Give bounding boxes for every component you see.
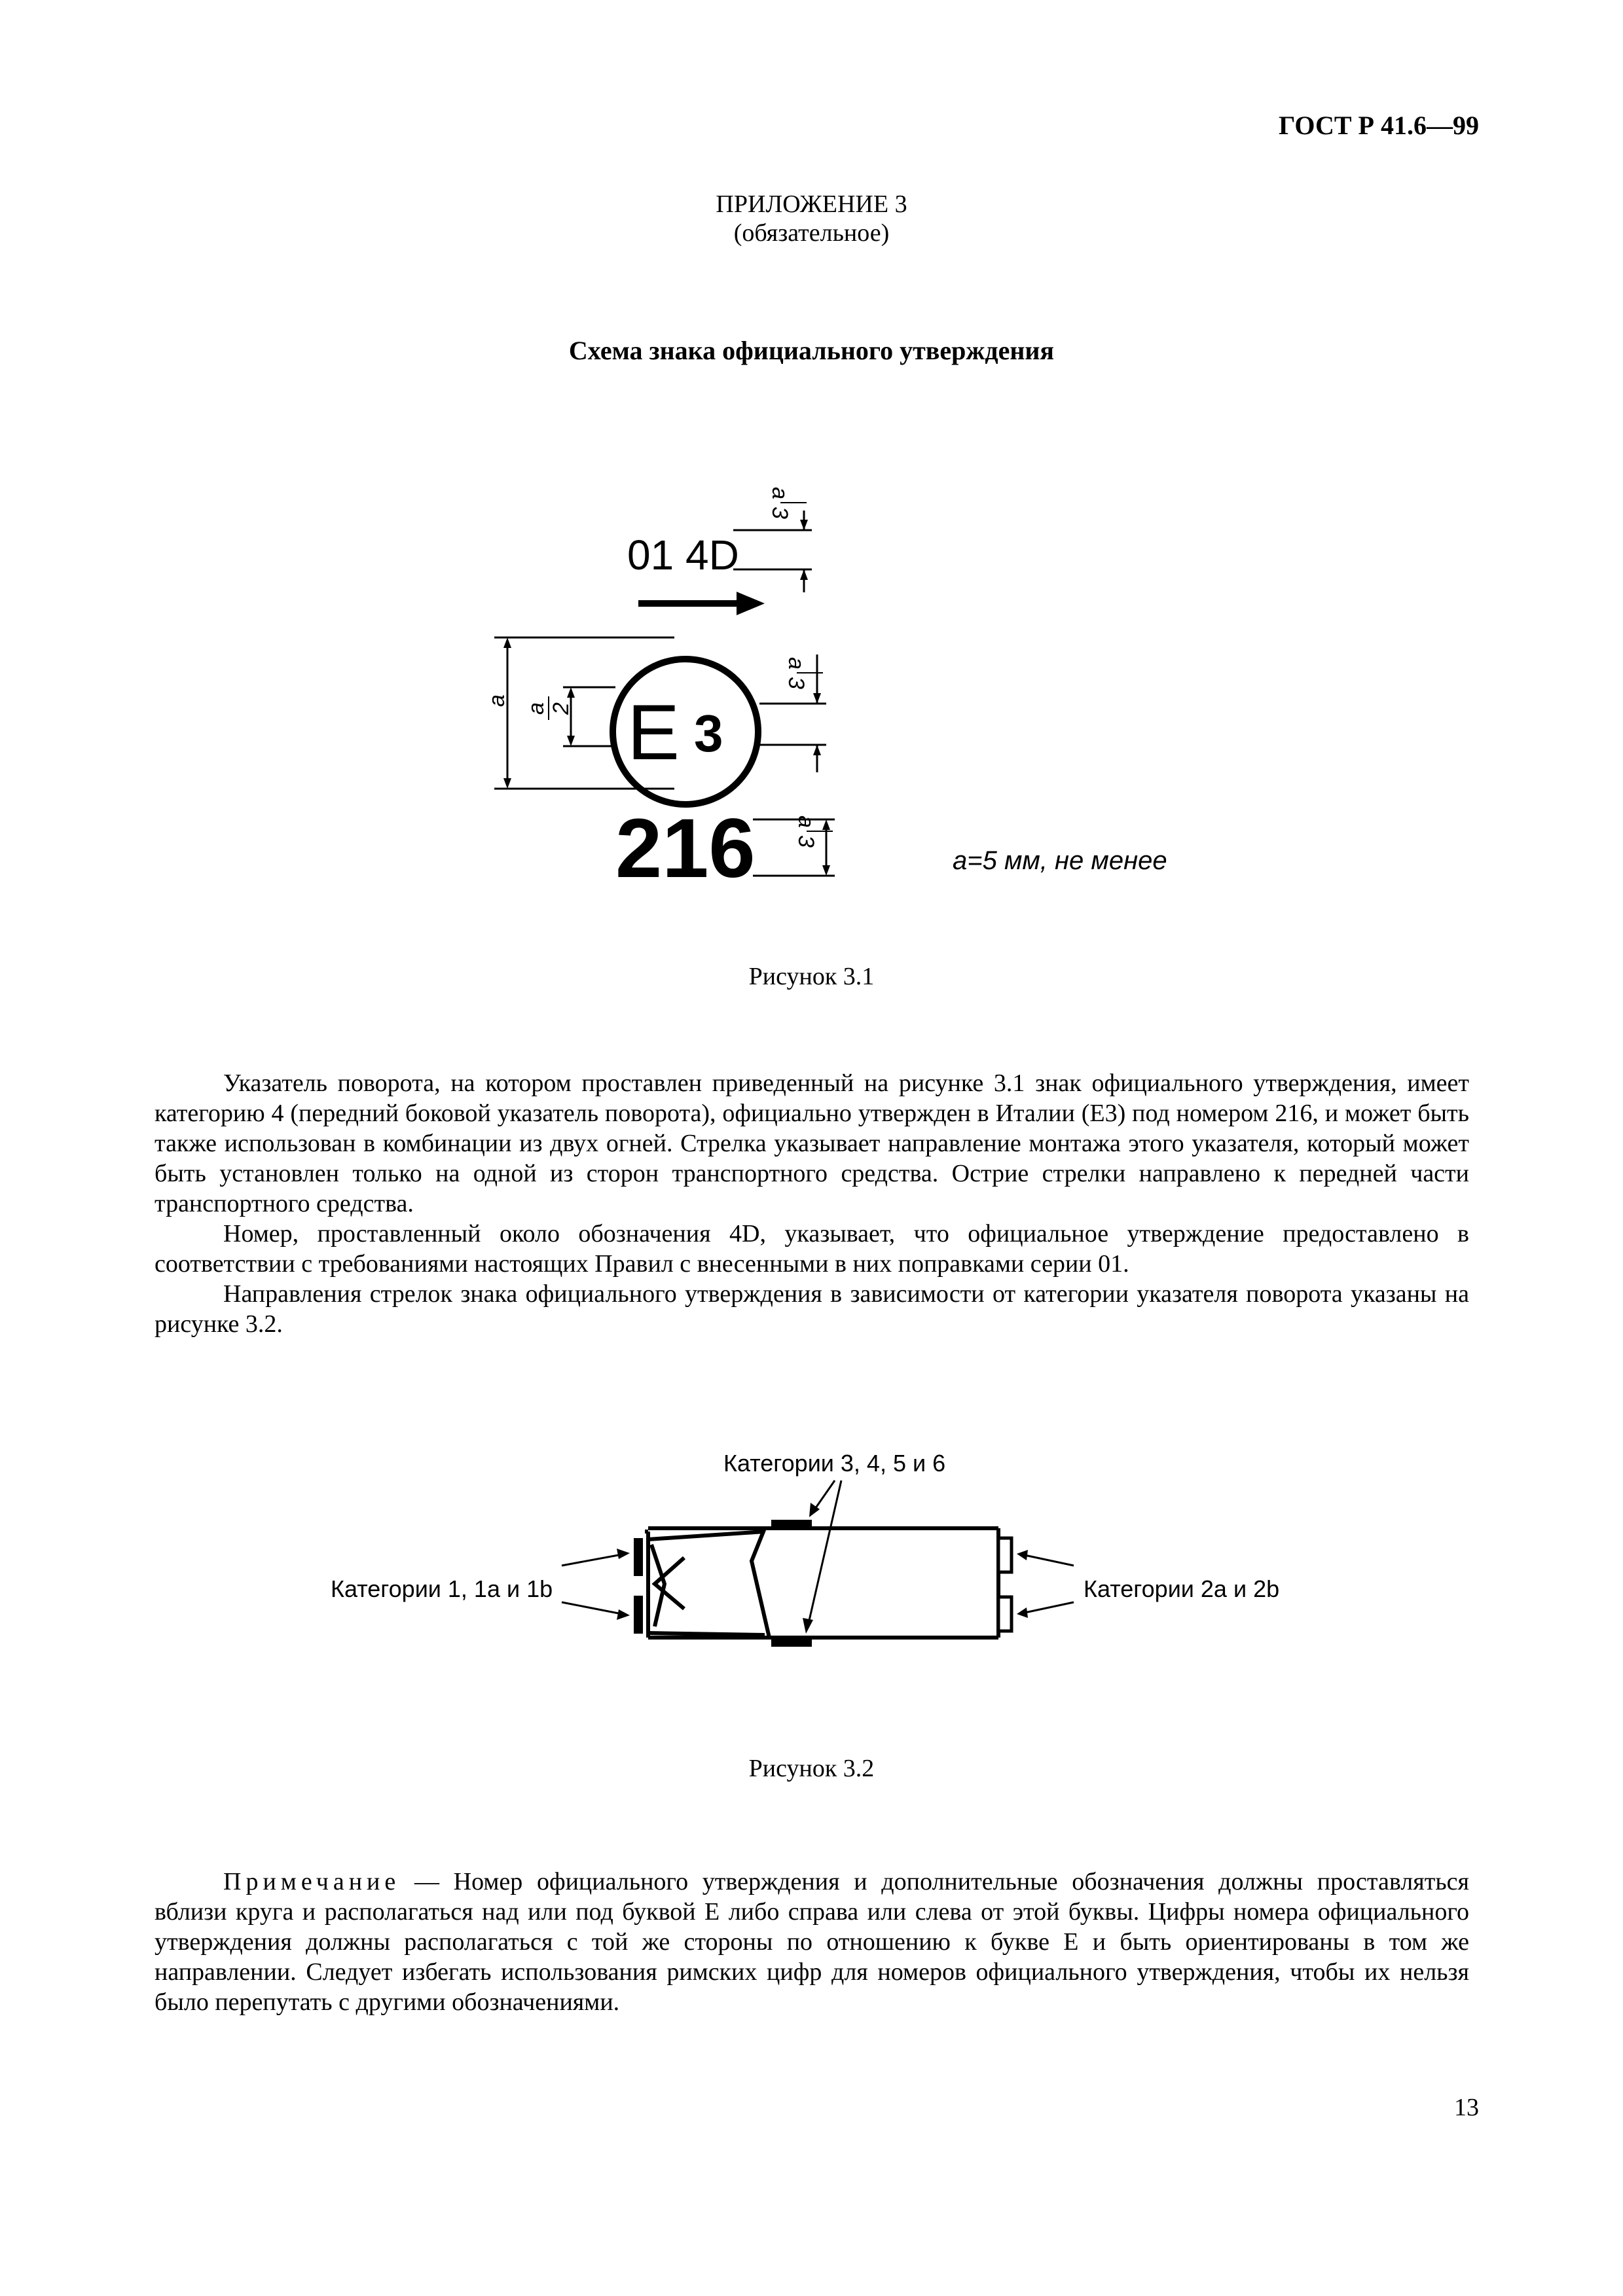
section-heading: Схема знака официального утверждения [568, 336, 1055, 365]
figure-vehicle-categories [0, 1427, 1623, 1734]
arrow-head-icon [737, 592, 765, 615]
page-number: 13 [1454, 2094, 1479, 2121]
pointer-arrow [1025, 1555, 1074, 1566]
arrow-head-icon [1017, 1550, 1028, 1560]
appendix-title: ПРИЛОЖЕНИЕ 3 [716, 190, 907, 218]
paragraph: Номер, проставленный около обозначения 4D, указывает, что официальное утверждение предоставлено в соответствии с требованиями настоящих Правил с внесенными в них поправками серии 01. [155, 1220, 1469, 1278]
svg-text:a: a [784, 657, 809, 670]
dimension-arrow-icon [822, 865, 830, 876]
svg-text:a: a [767, 487, 792, 499]
dimension-arrow-icon [503, 637, 511, 648]
figure-approval-mark [0, 458, 1623, 916]
paragraph: Направления стрелок знака официального утверждения в зависимости от категории указателя поворота указаны на рисунке 3.2. [155, 1280, 1469, 1338]
side-lamp-top [771, 1520, 812, 1530]
dimension-arrow-icon [567, 687, 575, 698]
dimension-arrow-icon [822, 819, 830, 830]
svg-text:2: 2 [549, 702, 574, 715]
dimension-arrow-icon [813, 693, 821, 704]
label-categories-left: Категории 1, 1a и 1b [331, 1575, 553, 1602]
note-lead: Примечание [223, 1868, 401, 1895]
figure-caption: Рисунок 3.1 [748, 963, 875, 990]
dimension-arrow-icon [800, 569, 808, 580]
letter-e: E [627, 689, 680, 776]
country-number: 3 [694, 704, 723, 762]
marking-text: 01 4D [627, 531, 739, 579]
side-lamp-bottom [771, 1636, 812, 1647]
pointer-arrow [1025, 1602, 1074, 1613]
pointer-arrow [814, 1480, 835, 1511]
windshield-outline [752, 1528, 769, 1638]
document-code: ГОСТ Р 41.6—99 [1278, 111, 1479, 140]
appendix-subtitle: (обязательное) [733, 219, 890, 247]
figure-caption: Рисунок 3.2 [748, 1755, 875, 1782]
svg-text:a: a [524, 702, 549, 715]
label-categories-right: Категории 2a и 2b [1084, 1575, 1280, 1602]
rear-lamp-left [998, 1538, 1012, 1572]
dimension-arrow-icon [813, 745, 821, 755]
body-text [155, 1068, 1469, 1339]
arrow-head-icon [617, 1549, 630, 1559]
note-block [155, 1867, 1469, 2017]
front-lamp-right [634, 1596, 643, 1634]
paragraph: Указатель поворота, на котором проставлен приведенный на рисунке 3.1 знак официального утверждения, имеет категорию 4 (передний боковой указатель поворота), официально утвержден в Италии (E3) под номером 216, и может быть также использован в комбинации из двух огней. Стрелка указывает направление монтажа этого указателя, который может быть установлен только на одной из сторон транспортного средства. Острие стрелки направлено к передней части транспортного средства. [155, 1069, 1469, 1217]
arrow-head-icon [617, 1609, 630, 1620]
pointer-arrow [562, 1554, 622, 1566]
svg-text:3: 3 [767, 507, 792, 519]
rear-lamp-right [998, 1597, 1012, 1631]
approval-number: 216 [615, 802, 756, 895]
front-lamp-left [634, 1538, 643, 1576]
fraction-a-half-label [524, 696, 574, 720]
appendix-header [0, 190, 1623, 247]
dimension-arrow-icon [503, 778, 511, 789]
size-note: a=5 мм, не менее [953, 846, 1167, 875]
dimension-a-label: a [484, 694, 509, 707]
fraction-a-third-label [767, 487, 807, 519]
note-text: — Номер официального утверждения и дополнительные обозначения должны проставляться вблизи круга и располагаться над или под буквой E либо справа или слева от этой буквы. Цифры номера официального утверждения должны располагаться с той же стороны по отношению к букве E и быть ориентированы в том же направлении. Следует избегать использования римских цифр для номеров официального утверждения, чтобы их нельзя было перепутать с другими обозначениями. [155, 1868, 1469, 2016]
arrow-head-icon [1017, 1607, 1028, 1618]
svg-text:a: a [793, 816, 818, 828]
note-paragraph [155, 1867, 1469, 2017]
pointer-arrow [809, 1480, 841, 1623]
dimension-arrow-icon [567, 736, 575, 746]
pointer-arrow [562, 1602, 622, 1614]
svg-text:3: 3 [793, 835, 818, 848]
svg-text:3: 3 [784, 677, 809, 689]
label-categories-top: Категории 3, 4, 5 и 6 [723, 1450, 946, 1477]
arrow-head-icon [803, 1618, 813, 1634]
dimension-arrow-icon [800, 520, 808, 530]
